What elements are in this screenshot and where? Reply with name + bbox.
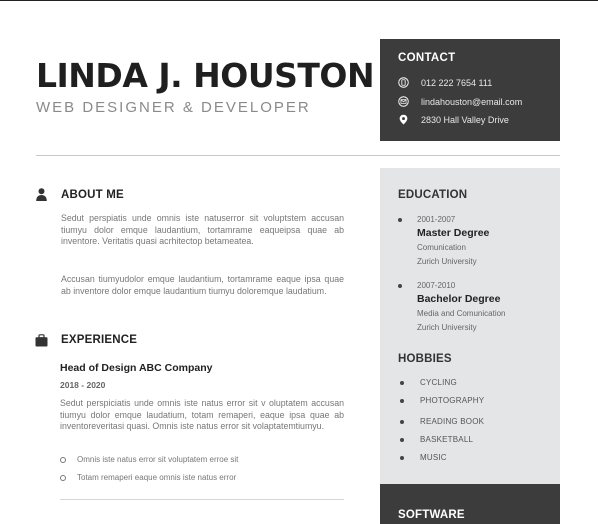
briefcase-icon [35,334,48,347]
contact-panel [380,39,560,141]
person-icon [35,188,48,201]
hobby-item [400,453,447,462]
experience-title: EXPERIENCE [61,334,138,346]
about-title: ABOUT ME [61,189,124,201]
phone-icon [398,77,409,88]
list-item [60,473,236,482]
job-bullet-text: Omnis iste natus error sit voluptatem erroe sit [77,455,239,464]
about-paragraph: Accusan tiumyudolor emque laudantium, tortamrame eaque ipsa quae ab inventore dolor emque laudantium tiumyu doloremque laudatium. [61,274,344,296]
location-pin-icon [398,114,409,125]
section-divider [60,499,344,500]
education-title: EDUCATION [398,189,468,201]
contact-email-row [398,96,522,107]
hobby-label: BASKETBALL [420,435,474,444]
contact-phone-row [398,77,492,88]
candidate-name: LINDA J. HOUSTON [36,56,375,95]
hobby-label: PHOTOGRAPHY [420,396,485,405]
bullet-ring [60,475,66,481]
hobbies-title: HOBBIES [398,353,452,365]
education-school: Zurich University [417,257,477,266]
header-divider [36,155,560,156]
job-dates: 2018 - 2020 [60,380,106,390]
software-title: SOFTWARE [398,509,465,521]
bullet-dot [400,420,404,424]
education-field: Media and Comunication [417,309,506,318]
bullet-dot [398,284,402,288]
top-border-line [0,0,598,1]
bullet-dot [400,381,404,385]
about-paragraph: Sedut perspiatis unde omnis iste natuserror sit voluptstem accusan tiumyu dolor emque laudantium, tortamrame eaqueipsa quae ab inventore. Veritatis quasi acrhitectop betameatea. [61,213,344,246]
contact-phone[interactable]: 012 222 7654 111 [421,77,493,88]
hobby-item [400,417,484,426]
hobby-item [400,378,457,387]
bullet-dot [398,218,402,222]
job-title: Head of Design ABC Company [60,362,213,374]
contact-address-row [398,114,509,125]
list-item [60,455,238,464]
contact-title: CONTACT [398,52,456,64]
education-years: 2007-2010 [417,281,456,290]
hobby-label: CYCLING [420,378,457,387]
education-degree: Master Degree [417,227,490,239]
sidebar-panel [380,168,560,484]
hobby-item [400,396,484,405]
email-icon [398,96,409,107]
candidate-role: WEB DESIGNER & DEVELOPER [36,99,311,116]
contact-address: 2830 Hall Valley Drive [421,114,509,125]
education-years: 2001-2007 [417,215,456,224]
bullet-dot [400,456,404,460]
job-bullet-text: Totam remaperi eaque omnis iste natus error [77,473,237,482]
software-panel [380,484,560,524]
bullet-dot [400,438,404,442]
education-degree: Bachelor Degree [417,293,501,305]
education-school: Zurich University [417,323,477,332]
bullet-dot [400,399,404,403]
hobby-label: READING BOOK [420,417,485,426]
bullet-ring [60,457,66,463]
contact-email[interactable]: lindahouston@email.com [421,96,523,107]
hobby-item [400,435,473,444]
hobby-label: MUSIC [420,453,447,462]
job-description: Sedut perspiciatis unde omnis iste natus error sit v oluptatem accusan tiumyu dolor emque laudatium, totam remaperi, eaque ipsa quae ab inventoreveritasi quasi. Omnis iste natus error sit volaptatemtiumyu. [60,398,344,431]
education-field: Comunication [417,243,466,252]
